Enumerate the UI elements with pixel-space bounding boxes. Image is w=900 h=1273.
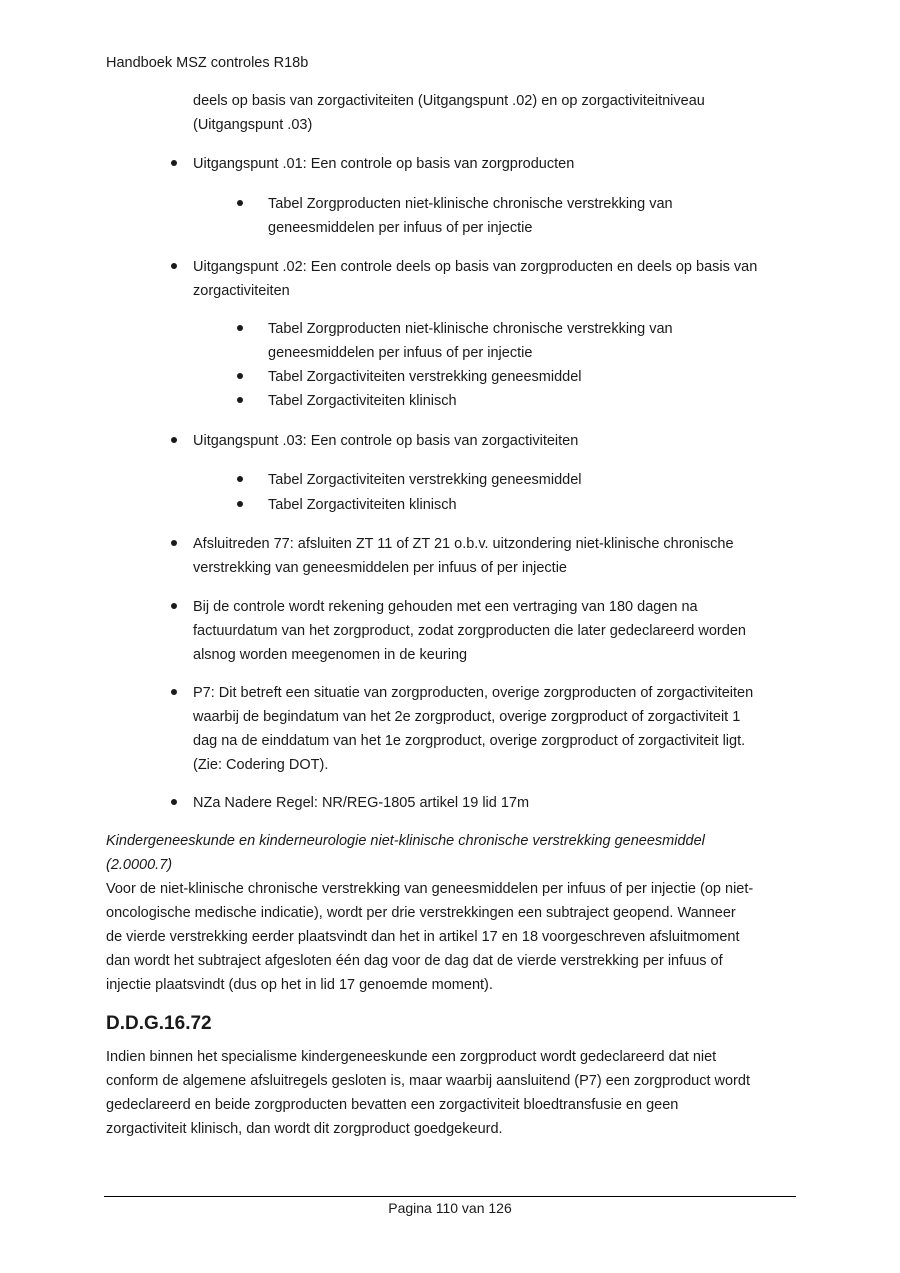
document-header: Handboek MSZ controles R18b bbox=[106, 55, 309, 71]
intro-line: (Uitgangspunt .03) bbox=[193, 117, 313, 133]
section-heading: D.D.G.16.72 bbox=[106, 1013, 212, 1034]
sub-list-item: geneesmiddelen per infuus of per injectie bbox=[268, 220, 533, 236]
list-item: factuurdatum van het zorgproduct, zodat zorgproducten die later gedeclareerd worden bbox=[193, 623, 746, 639]
bullet-icon bbox=[171, 263, 177, 269]
paragraph-line: injectie plaatsvindt (dus op het in lid 17 genoemde moment). bbox=[106, 977, 493, 993]
bullet-icon bbox=[237, 325, 243, 331]
list-item: Bij de controle wordt rekening gehouden met een vertraging van 180 dagen na bbox=[193, 599, 698, 615]
list-item: P7: Dit betreft een situatie van zorgproducten, overige zorgproducten of zorgactiviteiten bbox=[193, 685, 754, 701]
bullet-icon bbox=[171, 540, 177, 546]
subsection-title: (2.0000.7) bbox=[106, 857, 173, 873]
list-item: dag na de einddatum van het 1e zorgproduct, overige zorgproduct of zorgactiviteit ligt. bbox=[193, 733, 746, 749]
bullet-icon bbox=[237, 373, 243, 379]
list-item: verstrekking van geneesmiddelen per infuus of per injectie bbox=[193, 560, 567, 576]
bullet-icon bbox=[237, 200, 243, 206]
sub-list-item: Tabel Zorgactiviteiten klinisch bbox=[268, 393, 457, 409]
bullet-icon bbox=[237, 397, 243, 403]
list-item: Afsluitreden 77: afsluiten ZT 11 of ZT 21 o.b.v. uitzondering niet-klinische chronische bbox=[193, 536, 734, 552]
paragraph-line: Indien binnen het specialisme kindergeneeskunde een zorgproduct wordt gedeclareerd dat niet bbox=[106, 1049, 717, 1065]
list-item: alsnog worden meegenomen in de keuring bbox=[193, 647, 468, 663]
paragraph-line: oncologische medische indicatie), wordt per drie verstrekkingen een subtraject geopend. Wanneer bbox=[106, 905, 736, 921]
bullet-icon bbox=[237, 501, 243, 507]
sub-list-item: Tabel Zorgproducten niet-klinische chronische verstrekking van bbox=[268, 321, 673, 337]
sub-list-item: Tabel Zorgactiviteiten klinisch bbox=[268, 497, 457, 513]
sub-list-item: Tabel Zorgactiviteiten verstrekking geneesmiddel bbox=[268, 472, 582, 488]
bullet-icon bbox=[237, 476, 243, 482]
list-item: Uitgangspunt .03: Een controle op basis van zorgactiviteiten bbox=[193, 433, 579, 449]
list-item: Uitgangspunt .02: Een controle deels op basis van zorgproducten en deels op basis van bbox=[193, 259, 758, 275]
list-item: NZa Nadere Regel: NR/REG-1805 artikel 19 lid 17m bbox=[193, 795, 530, 811]
sub-list-item: Tabel Zorgproducten niet-klinische chronische verstrekking van bbox=[268, 196, 673, 212]
page-number: Pagina 110 van 126 bbox=[388, 1200, 512, 1216]
list-item: Uitgangspunt .01: Een controle op basis van zorgproducten bbox=[193, 156, 575, 172]
paragraph-line: Voor de niet-klinische chronische verstrekking van geneesmiddelen per infuus of per injectie (op niet- bbox=[106, 881, 754, 897]
paragraph-line: zorgactiviteit klinisch, dan wordt dit zorgproduct goedgekeurd. bbox=[106, 1121, 503, 1137]
bullet-icon bbox=[171, 689, 177, 695]
footer-divider bbox=[104, 1196, 796, 1197]
bullet-icon bbox=[171, 160, 177, 166]
paragraph-line: conform de algemene afsluitregels gesloten is, maar waarbij aansluitend (P7) een zorgproduct wordt bbox=[106, 1073, 750, 1089]
bullet-icon bbox=[171, 799, 177, 805]
paragraph-line: de vierde verstrekking eerder plaatsvindt dan het in artikel 17 en 18 voorgeschreven afsluitmoment bbox=[106, 929, 740, 945]
bullet-icon bbox=[171, 437, 177, 443]
intro-line: deels op basis van zorgactiviteiten (Uitgangspunt .02) en op zorgactiviteitniveau bbox=[193, 93, 705, 109]
list-item: zorgactiviteiten bbox=[193, 283, 290, 299]
list-item: waarbij de begindatum van het 2e zorgproduct, overige zorgproduct of zorgactiviteit 1 bbox=[193, 709, 741, 725]
paragraph-line: gedeclareerd en beide zorgproducten bevatten een zorgactiviteit bloedtransfusie en geen bbox=[106, 1097, 679, 1113]
sub-list-item: Tabel Zorgactiviteiten verstrekking geneesmiddel bbox=[268, 369, 582, 385]
sub-list-item: geneesmiddelen per infuus of per injectie bbox=[268, 345, 533, 361]
list-item: (Zie: Codering DOT). bbox=[193, 757, 329, 773]
paragraph-line: dan wordt het subtraject afgesloten één dag voor de dag dat de vierde verstrekking per infuus of bbox=[106, 953, 723, 969]
subsection-title: Kindergeneeskunde en kinderneurologie niet-klinische chronische verstrekking geneesmiddel bbox=[106, 833, 705, 849]
bullet-icon bbox=[171, 603, 177, 609]
